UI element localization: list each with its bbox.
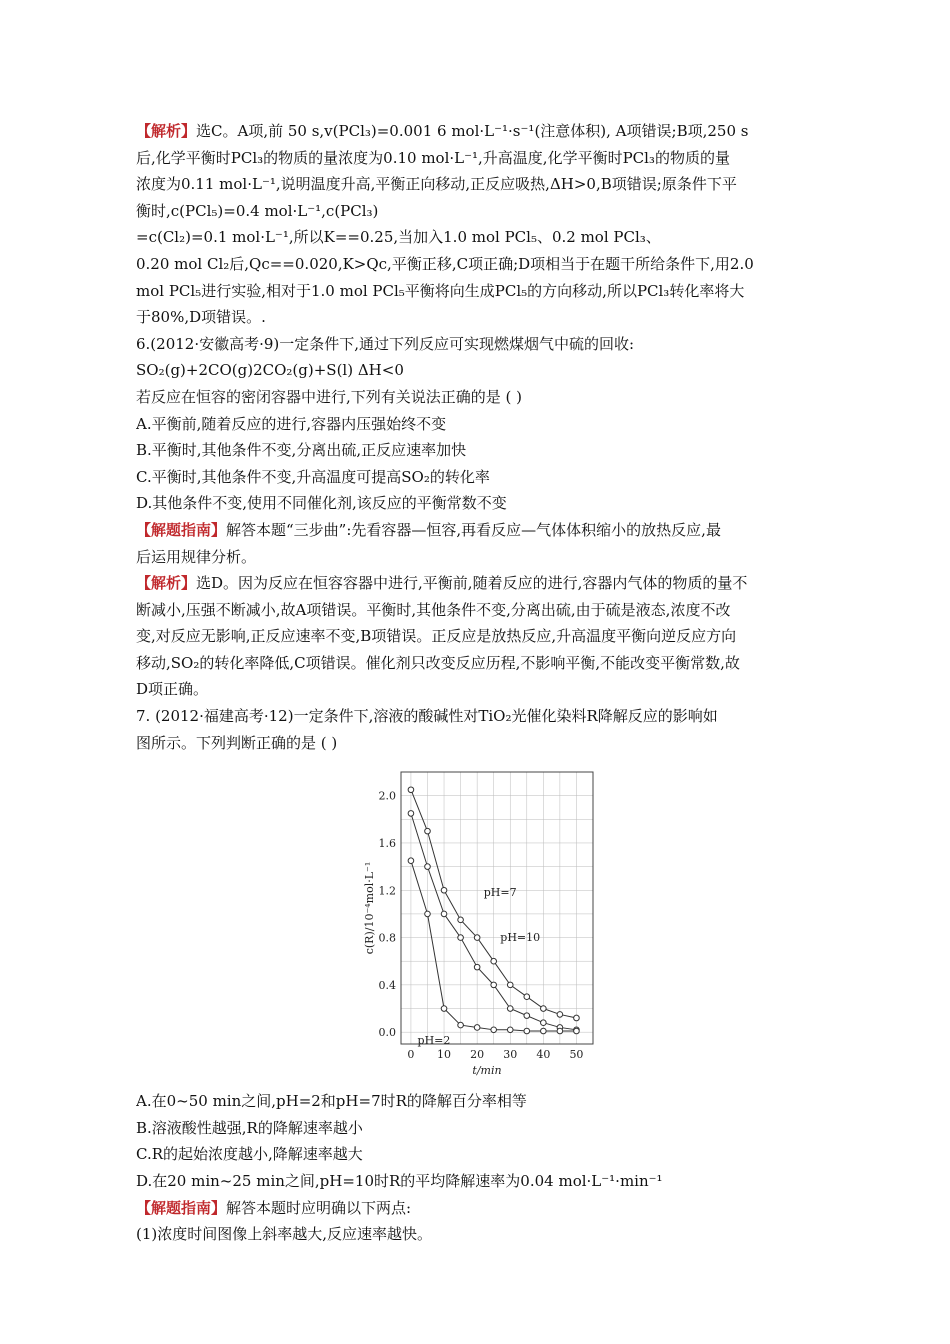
q5-analysis-line: mol PCl₅进行实验,相对于1.0 mol PCl₅平衡将向生成PCl₅的方向移动,所以PCl₃转化率将大 — [136, 281, 745, 300]
q6-guide-line: 后运用规律分析。 — [136, 547, 257, 566]
data-point — [524, 994, 530, 1000]
data-point — [507, 982, 513, 988]
data-point — [541, 1028, 547, 1034]
q5-analysis-text: 选C。A项,前 50 s,v(PCl₃)=0.001 6 mol·L⁻¹·s⁻¹(注意体积), A项错误;B项,250 s — [196, 122, 749, 140]
data-point — [474, 965, 480, 971]
x-tick-label: 40 — [536, 1048, 551, 1062]
q7-stem: 图所示。下列判断正确的是 ( ) — [136, 733, 338, 752]
data-point — [441, 911, 447, 917]
analysis-tag: 【解析】 — [136, 122, 197, 140]
data-point — [557, 1012, 563, 1018]
q7-option-d: D.在20 min~25 min之间,pH=10时R的平均降解速率为0.04 mol·L⁻¹·min⁻¹ — [136, 1172, 663, 1191]
q6-stem: 若反应在恒容的密闭容器中进行,下列有关说法正确的是 ( ) — [136, 387, 523, 406]
q5-analysis — [136, 118, 826, 331]
x-tick-label: 10 — [437, 1048, 452, 1062]
x-tick-label: 20 — [470, 1048, 485, 1062]
x-tick-label: 50 — [569, 1048, 584, 1062]
data-point — [557, 1028, 563, 1034]
y-tick-label: 1.2 — [378, 884, 396, 898]
q6-analysis — [136, 570, 826, 597]
y-tick-label: 0.8 — [378, 931, 396, 945]
data-point — [524, 1013, 530, 1019]
data-point — [491, 982, 497, 988]
data-point — [425, 829, 431, 835]
y-tick-label: 1.6 — [378, 837, 396, 851]
y-tick-label: 0.4 — [378, 979, 396, 993]
q5-analysis-line: 于80%,D项错误。. — [136, 308, 266, 327]
q5-analysis-line — [136, 118, 826, 145]
data-point — [408, 811, 414, 817]
data-point — [541, 1020, 547, 1026]
q5-analysis-line: 后,化学平衡时PCl₃的物质的量浓度为0.10 mol·L⁻¹,升高温度,化学平衡时PCl₃的物质的量 — [136, 148, 730, 167]
q6-analysis-line: 断减小,压强不断减小,故A项错误。平衡时,其他条件不变,分离出硫,由于硫是液态,浓度不改 — [136, 600, 731, 619]
q6-option-b: B.平衡时,其他条件不变,分离出硫,正反应速率加快 — [136, 441, 467, 460]
q5-analysis-line: 衡时,c(PCl₅)=0.4 mol·L⁻¹,c(PCl₃) — [136, 201, 379, 220]
data-point — [425, 911, 431, 917]
q6-option-a: A.平衡前,随着反应的进行,容器内压强始终不变 — [136, 414, 447, 433]
data-point — [441, 888, 447, 894]
q6-guide — [136, 517, 826, 544]
guide-tag: 【解题指南】 — [136, 1198, 227, 1217]
q6-equation: SO₂(g)+2CO(g)2CO₂(g)+S(l) ΔH<0 — [136, 361, 404, 380]
analysis-tag: 【解析】 — [136, 574, 197, 593]
series-label: pH=10 — [500, 931, 541, 945]
y-tick-label: 0.0 — [378, 1026, 396, 1040]
q6-stem: 6.(2012·安徽高考·9)一定条件下,通过下列反应可实现燃煤烟气中硫的回收: — [136, 334, 635, 353]
series-label: pH=2 — [417, 1034, 451, 1048]
data-point — [524, 1028, 530, 1034]
data-point — [507, 1027, 513, 1033]
y-axis-label: c(R)/10⁻⁴mol·L⁻¹ — [363, 861, 376, 955]
concentration-time-chart — [361, 762, 611, 1082]
data-point — [507, 1006, 513, 1012]
data-point — [474, 935, 480, 941]
q7-option-b: B.溶液酸性越强,R的降解速率越小 — [136, 1118, 363, 1137]
q5-analysis-line: 0.20 mol Cl₂后,Qc==0.020,K>Qc,平衡正移,C项正确;D项相当于在题干所给条件下,用2.0 — [136, 254, 754, 273]
data-point — [574, 1015, 580, 1021]
q6-analysis-line: 变,对反应无影响,正反应速率不变,B项错误。正反应是放热反应,升高温度平衡向逆反应方向 — [136, 627, 737, 646]
question-7 — [136, 703, 826, 1248]
data-point — [541, 1006, 547, 1012]
q6-option-c: C.平衡时,其他条件不变,升高温度可提高SO₂的转化率 — [136, 467, 490, 486]
data-point — [458, 917, 464, 923]
data-point — [458, 1023, 464, 1029]
q5-analysis-line: 浓度为0.11 mol·L⁻¹,说明温度升高,平衡正向移动,正反应吸热,ΔH>0,B项错误;原条件下平 — [136, 175, 737, 194]
data-point — [474, 1025, 480, 1031]
x-tick-label: 30 — [503, 1048, 518, 1062]
data-point — [491, 959, 497, 965]
data-point — [425, 864, 431, 870]
q7-guide — [136, 1195, 826, 1222]
data-point — [408, 858, 414, 864]
q7-guide-text: 解答本题时应明确以下两点: — [226, 1198, 412, 1217]
q7-figure — [136, 758, 826, 1088]
q7-option-c: C.R的起始浓度越小,降解速率越大 — [136, 1145, 363, 1164]
x-tick-label: 0 — [407, 1048, 415, 1062]
data-point — [574, 1028, 580, 1034]
series-label: pH=7 — [483, 886, 517, 900]
q6-analysis-line: D项正确。 — [136, 680, 209, 699]
data-point — [458, 935, 464, 941]
document-page — [136, 118, 826, 1248]
plot-frame — [401, 772, 593, 1044]
data-point — [441, 1006, 447, 1012]
q6-analysis-line: 移动,SO₂的转化率降低,C项错误。催化剂只改变反应历程,不影响平衡,不能改变平衡常数,故 — [136, 653, 740, 672]
q5-analysis-line: =c(Cl₂)=0.1 mol·L⁻¹,所以K==0.25,当加入1.0 mol PCl₅、0.2 mol PCl₃、 — [136, 228, 661, 247]
q6-analysis-text: 选D。因为反应在恒容容器中进行,平衡前,随着反应的进行,容器内气体的物质的量不 — [196, 574, 748, 593]
q6-guide-text: 解答本题“三步曲”:先看容器—恒容,再看反应—气体体积缩小的放热反应,最 — [226, 520, 721, 539]
question-6 — [136, 331, 826, 703]
data-point — [408, 787, 414, 793]
q7-stem: 7. (2012·福建高考·12)一定条件下,溶液的酸碱性对TiO₂光催化染料R降解反应的影响如 — [136, 707, 718, 726]
x-axis-label: t/min — [472, 1064, 502, 1078]
q7-option-a: A.在0~50 min之间,pH=2和pH=7时R的降解百分率相等 — [136, 1092, 527, 1111]
y-tick-label: 2.0 — [378, 789, 396, 803]
q7-point-1: (1)浓度时间图像上斜率越大,反应速率越快。 — [136, 1225, 433, 1244]
data-point — [491, 1027, 497, 1033]
guide-tag: 【解题指南】 — [136, 520, 227, 539]
q6-option-d: D.其他条件不变,使用不同催化剂,该反应的平衡常数不变 — [136, 494, 507, 513]
